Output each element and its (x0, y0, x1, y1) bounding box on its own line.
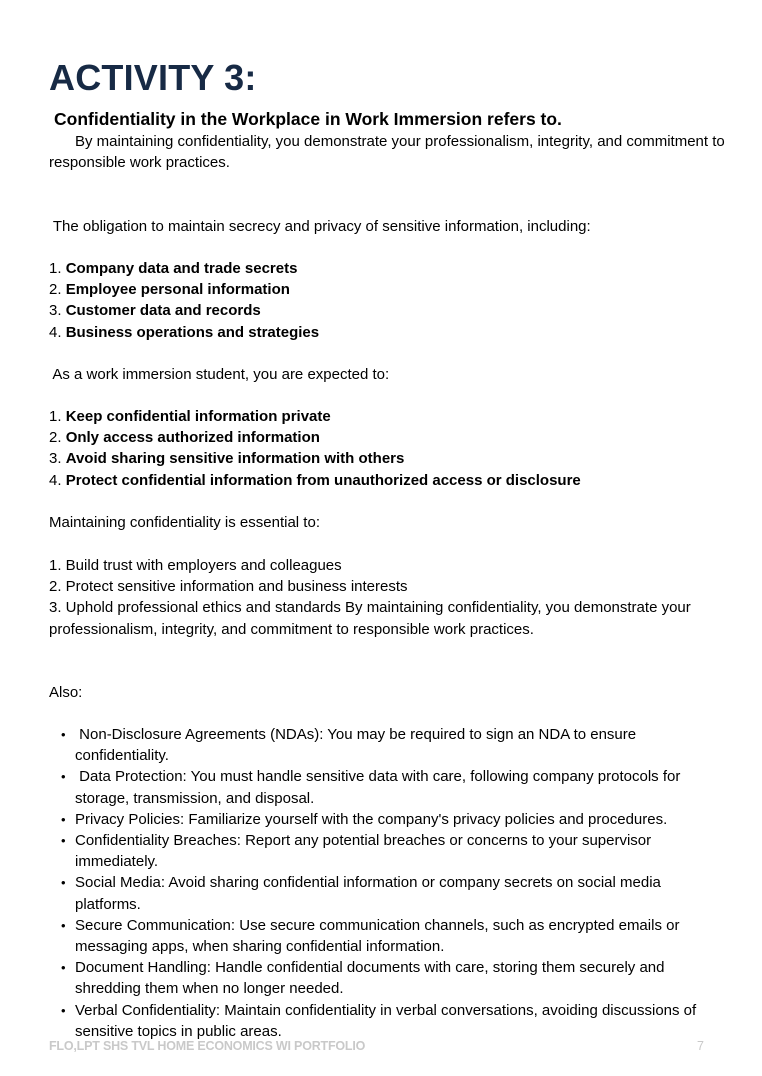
list-item: 3. Customer data and records (49, 302, 261, 320)
bullet-icon: • (61, 1002, 66, 1018)
bullet-icon: • (61, 917, 66, 933)
list-item: 3. Avoid sharing sensitive information with others (49, 450, 405, 468)
list-item: 1. Company data and trade secrets (49, 260, 298, 277)
essentials-list (49, 555, 729, 640)
list-item: • Data Protection: You must handle sensitive data with care, following company protocols for storage, transmission, and disposal. (61, 768, 685, 807)
intro-text: By maintaining confidentiality, you demonstrate your professionalism, integrity, and commitment to responsible work practices. (49, 133, 725, 172)
section-subtitle: Confidentiality in the Workplace in Work Immersion refers to. (54, 109, 562, 129)
list-item: • Privacy Policies: Familiarize yourself with the company's privacy policies and procedures. (49, 809, 719, 830)
list-item: • Document Handling: Handle confidential documents with care, storing them securely and shredding them when no longer needed. (61, 959, 665, 998)
list-item: 4. Protect confidential information from unauthorized access or disclosure (49, 471, 581, 489)
footer-portfolio-label: FLO,LPT SHS TVL HOME ECONOMICS WI PORTFOLIO (49, 1039, 366, 1053)
list-item: • Verbal Confidentiality: Maintain confidentiality in verbal conversations, avoiding discussions of sensitive topics in public areas. (61, 1001, 697, 1040)
also-list (49, 724, 719, 1042)
expectations-heading: As a work immersion student, you are expected to: (49, 366, 390, 383)
expectations-list (49, 406, 581, 491)
list-item: 1. Keep confidential information private (49, 408, 331, 425)
list-item: 1. Build trust with employers and colleagues (49, 557, 342, 574)
also-heading: Also: (49, 684, 83, 701)
list-item: 4. Business operations and strategies (49, 323, 320, 341)
bullet-icon: • (61, 960, 66, 976)
bullet-icon: • (61, 875, 66, 891)
bullet-icon: • (61, 833, 66, 849)
essential-heading: Maintaining confidentiality is essential to: (49, 514, 320, 531)
list-item: 2. Only access authorized information (49, 429, 320, 447)
bullet-icon: • (61, 727, 66, 742)
list-item: • Social Media: Avoid sharing confidential information or company secrets on social media platforms. (61, 874, 661, 913)
footer-page-number: 7 (697, 1039, 704, 1053)
list-item: 2. Employee personal information (49, 281, 290, 299)
obligation-list (49, 258, 319, 343)
list-item: • Secure Communication: Use secure communication channels, such as encrypted emails or messaging apps, when sharing confidential information. (61, 916, 680, 956)
list-item: 2. Protect sensitive information and business interests (49, 578, 408, 596)
bullet-icon: • (61, 811, 66, 827)
intro-paragraph (49, 131, 729, 173)
activity-title: ACTIVITY 3: (49, 57, 257, 98)
list-item: • Non-Disclosure Agreements (NDAs): You may be required to sign an NDA to ensure confidentiality. (61, 726, 641, 765)
list-item: 3. Uphold professional ethics and standards By maintaining confidentiality, you demonstrate your professionalism, integrity, and commitment to responsible work practices. (49, 599, 691, 638)
list-item: • Confidentiality Breaches: Report any potential breaches or concerns to your supervisor immediately. (61, 832, 652, 871)
bullet-icon: • (61, 769, 66, 785)
obligation-heading: The obligation to maintain secrecy and privacy of sensitive information, including: (49, 218, 591, 235)
